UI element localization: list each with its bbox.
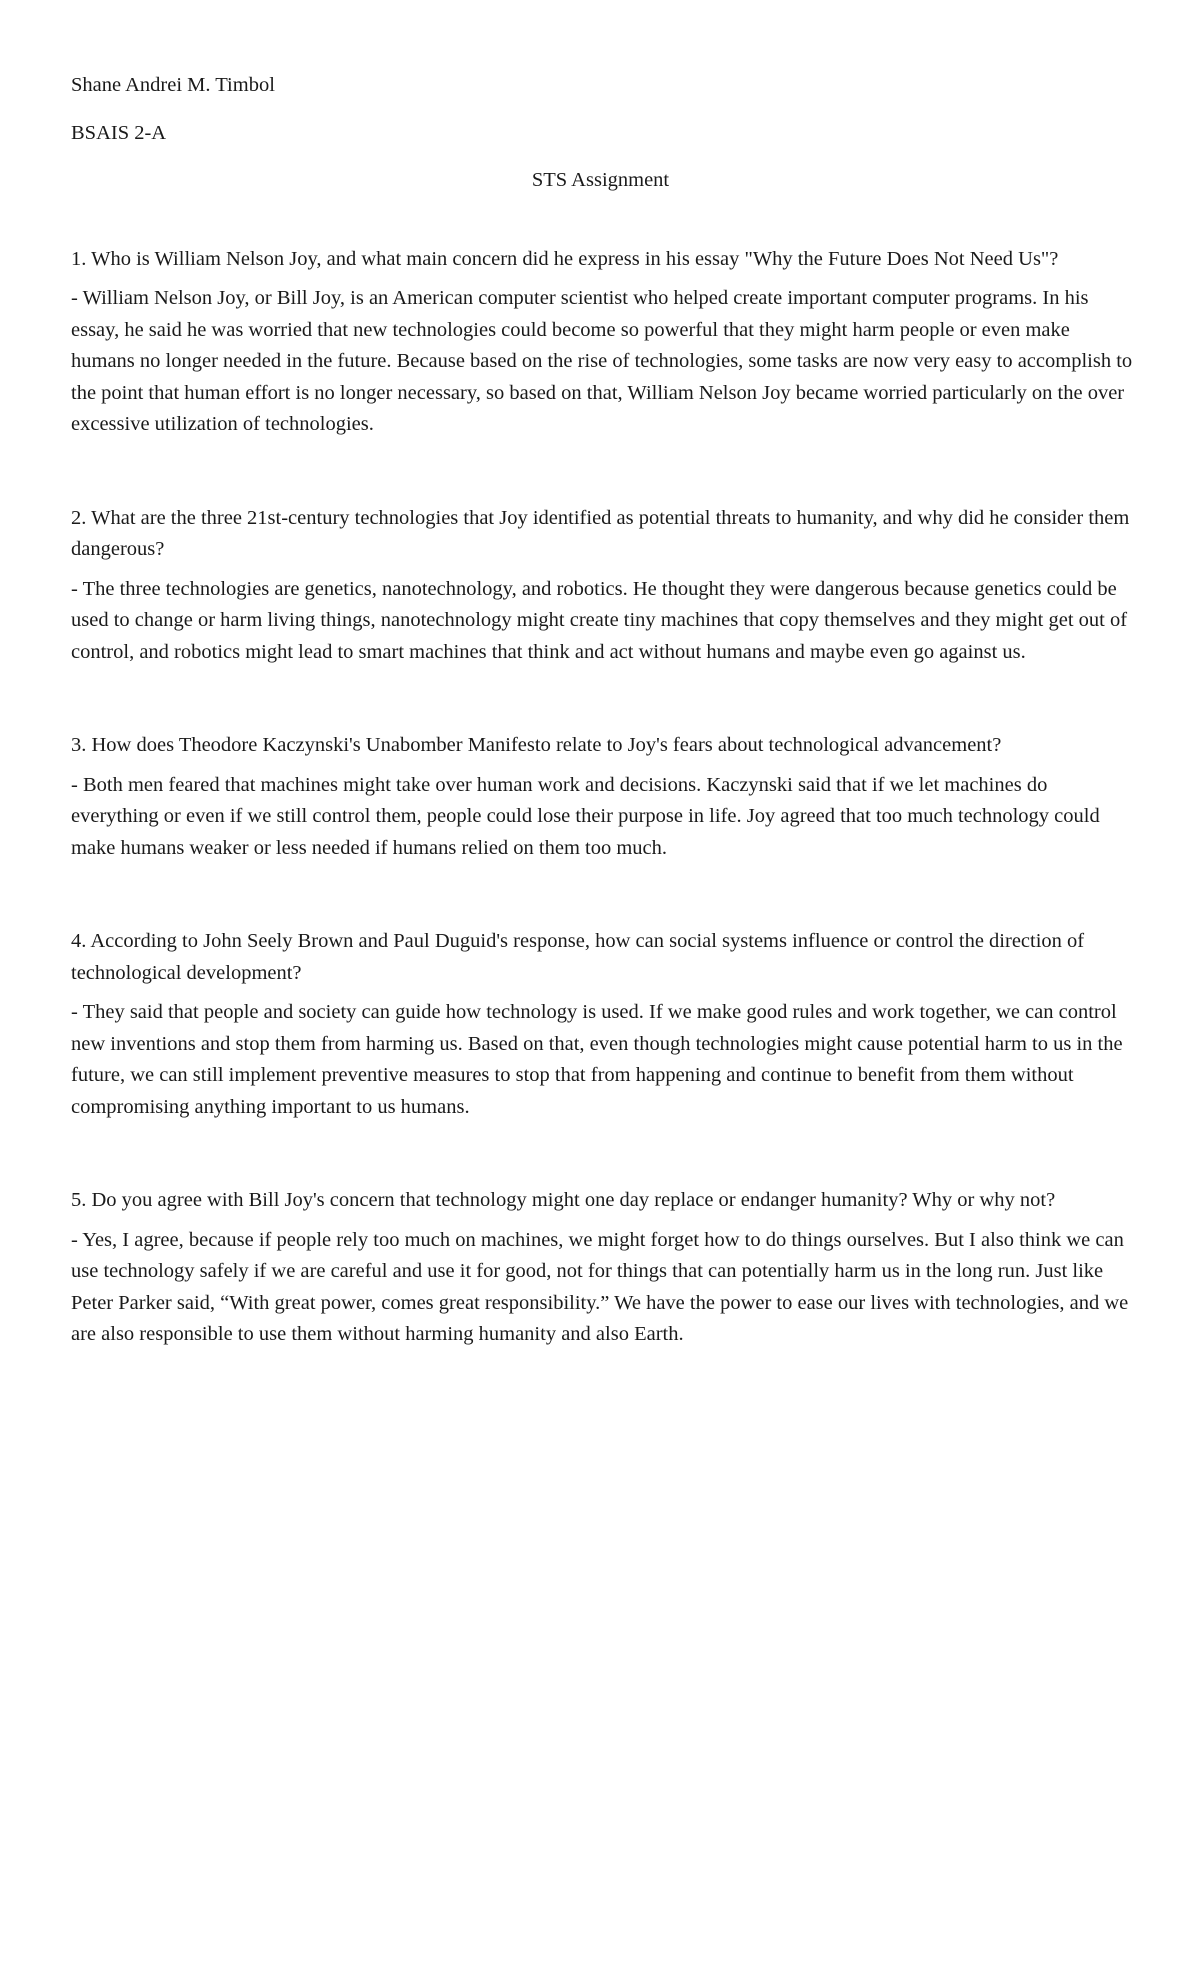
qa-item-4 — [71, 926, 1134, 1123]
student-name: Shane Andrei M. Timbol — [71, 74, 275, 96]
student-section: BSAIS 2-A — [71, 121, 167, 144]
answer-5: - Yes, I agree, because if people rely too much on machines, we might forget how to do things ourselves. But I also think we can use technology safely if we are careful and use it for good, not for things that can potentially harm us in the long run. Just like Peter Parker said, “With great power, comes great responsibility.” We have the power to ease our lives with technologies, and we are also responsible to use them without harming humanity and also Earth. — [71, 1228, 1129, 1345]
qa-item-1 — [71, 244, 1134, 441]
question-2: 2. What are the three 21st-century technologies that Joy identified as potential threats to humanity, and why did he consider them dangerous? — [71, 506, 1130, 560]
question-3: 3. How does Theodore Kaczynski's Unabomber Manifesto relate to Joy's fears about technological advancement? — [71, 734, 1002, 756]
answer-4: - They said that people and society can guide how technology is used. If we make good rules and work together, we can control new inventions and stop them from harming us. Based on that, even though technologies might cause potential harm to us in the future, we can still implement preventive measures to stop that from happening and continue to benefit from them without compromising anything important to us humans. — [71, 1001, 1123, 1118]
question-1: 1. Who is William Nelson Joy, and what main concern did he express in his essay "Why the Future Does Not Need Us"? — [71, 247, 1059, 270]
qa-item-5 — [71, 1185, 1134, 1351]
question-4: 4. According to John Seely Brown and Paul Duguid's response, how can social systems influence or control the direction of technological development? — [71, 930, 1085, 984]
answer-1: - William Nelson Joy, or Bill Joy, is an American computer scientist who helped create important computer programs. In his essay, he said he was worried that new technologies could become so powerful that they might harm people or even make humans no longer needed in the future. Because based on the rise of technologies, some tasks are now very easy to accomplish to the point that human effort is no longer necessary, so based on that, William Nelson Joy became worried particularly on the over excessive utilization of technologies. — [71, 287, 1133, 435]
page-title: STS Assignment — [531, 169, 670, 191]
answer-3: - Both men feared that machines might take over human work and decisions. Kaczynski said that if we let machines do everything or even if we still control them, people could lose their purpose in life. Joy agreed that too much technology could make humans weaker or less needed if humans relied on them too much. — [71, 773, 1100, 859]
question-5: 5. Do you agree with Bill Joy's concern that technology might one day replace or endanger humanity? Why or why not? — [71, 1189, 1056, 1211]
answer-2: - The three technologies are genetics, nanotechnology, and robotics. He thought they were dangerous because genetics could be used to change or harm living things, nanotechnology might create tiny machines that copy themselves and they might get out of control, and robotics might lead to smart machines that think and act without humans and maybe even go against us. — [71, 577, 1128, 663]
qa-item-3 — [71, 730, 1134, 864]
qa-item-2 — [71, 503, 1134, 669]
